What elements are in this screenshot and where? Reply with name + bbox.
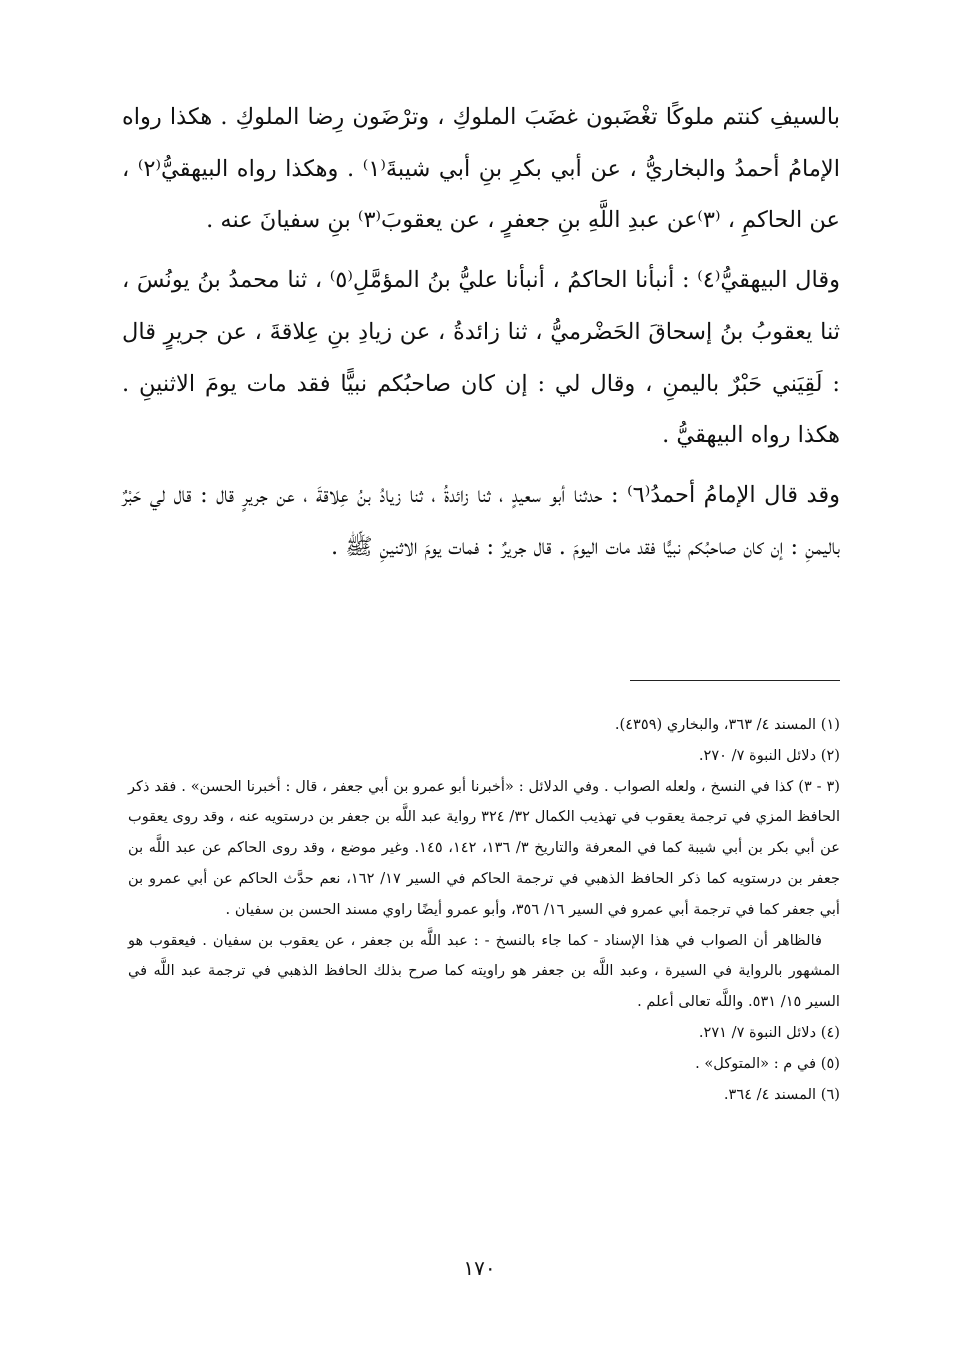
footnote-2: (٢) دلائل النبوة ٧/ ٢٧٠.: [698, 746, 840, 764]
footnote-6: (٦) المسند ٤/ ٣٦٤.: [723, 1085, 840, 1103]
paragraph-3: وقد قال الإمامُ أحمدُ⁽٦⁾ : حدثنا أبو سعيدٍ ، ثنا زائدةُ ، ثنا زيادُ بنُ عِلاقةَ ، عن جريرٍ قال : قال لي حَبْرٌ باليمنِ : إن كان صاحبُكم نبيًّا فقد مات اليومَ . قال جريرٌ : فمات يومَ الاثنينِ ﷺ .: [122, 481, 840, 560]
footnote-4: (٤) دلائل النبوة ٧/ ٢٧١.: [698, 1023, 840, 1041]
footnote-3: (٣ - ٣) كذا في النسخ ، ولعله الصواب . وفي الدلائل : «أخبرنا أبو عمرو بن أبي جعفر ، قال : أخبرنا الحسن» . فقد ذكر الحافظ المزي في ترجمة يعقوب في تهذيب الكمال ٣٢/ ٣٢٤ رواية عبد اللَّه بن جعفر بن درستويه عنه ، وقد روى يعقوب عن أبي بكر بن أبي شيبة كما في المعرفة والتاريخ ٣/ ١٣٦، ١٤٢، ١٤٥. وغير موضع ، وقد روى الحاكم عن عبد اللَّه بن جعفر بن درستويه كما ذكر الحافظ الذهبي في ترجمة الحاكم في السير ١٧/ ١٦٢، نعم حدَّث الحاكم عن أبي عمرو بن أبي جعفر كما في ترجمة أبي عمرو في السير ١٦/ ٣٥٦، وأبو عمرو أيضًا راوي مسند الحسن بن سفيان .: [128, 777, 840, 918]
main-text: [122, 92, 840, 581]
footnote-separator: [630, 680, 840, 681]
footnote-5: (٥) في م : «المتوكل» .: [695, 1054, 840, 1072]
paragraph-1: بالسيفِ كنتم ملوكًا تغْضَبون غضَبَ الملوكِ ، وترْضَون رِضا الملوكِ . هكذا رواه الإمامُ أحمدُ والبخاريُّ ، عن أبي بكرِ بنِ أبي شيبةَ⁽١⁾ . وهكذا رواه البيهقيُّ⁽٢⁾ ، عن الحاكمِ ، ⁽٣⁾عن عبدِ اللَّهِ بنِ جعفرٍ ، عن يعقوبَ⁽٣⁾ بنِ سفيانَ عنه .: [122, 104, 841, 234]
footnotes: [128, 710, 840, 1110]
footnote-1: (١) المسند ٤/ ٣٦٣، والبخاري (٤٣٥٩).: [614, 716, 840, 733]
page-number: ١٧٠: [463, 1256, 496, 1280]
paragraph-2: وقال البيهقيُّ⁽٤⁾ : أنبأنا الحاكمُ ، أنبأنا عليُّ بنُ المؤمَّلِ⁽٥⁾ ، ثنا محمدُ بنُ يونُسَ ، ثنا يعقوبُ بنُ إسحاقَ الحَضْرميُّ ، ثنا زائدةُ ، عن زيادِ بنِ عِلاقةَ ، عن جريرٍ قال : لَقِيَني حَبْرٌ باليمنِ ، وقال لي : إن كان صاحبُكم نبيًّا فقد مات يومَ الاثنينِ . هكذا رواه البيهقيُّ .: [122, 267, 840, 449]
footnote-3-continued: فالظاهر أن الصواب في هذا الإسناد - كما جاء بالنسخ - : عبد اللَّه بن جعفر ، عن يعقوب بن سفيان . فيعقوب هو المشهور بالرواية في السيرة ، وعبد اللَّه بن جعفر هو راويته كما صرح بذلك الحافظ الذهبي في ترجمة عبد اللَّه في السير ١٥/ ٥٣١. واللَّه تعالى أعلم .: [128, 931, 840, 1011]
